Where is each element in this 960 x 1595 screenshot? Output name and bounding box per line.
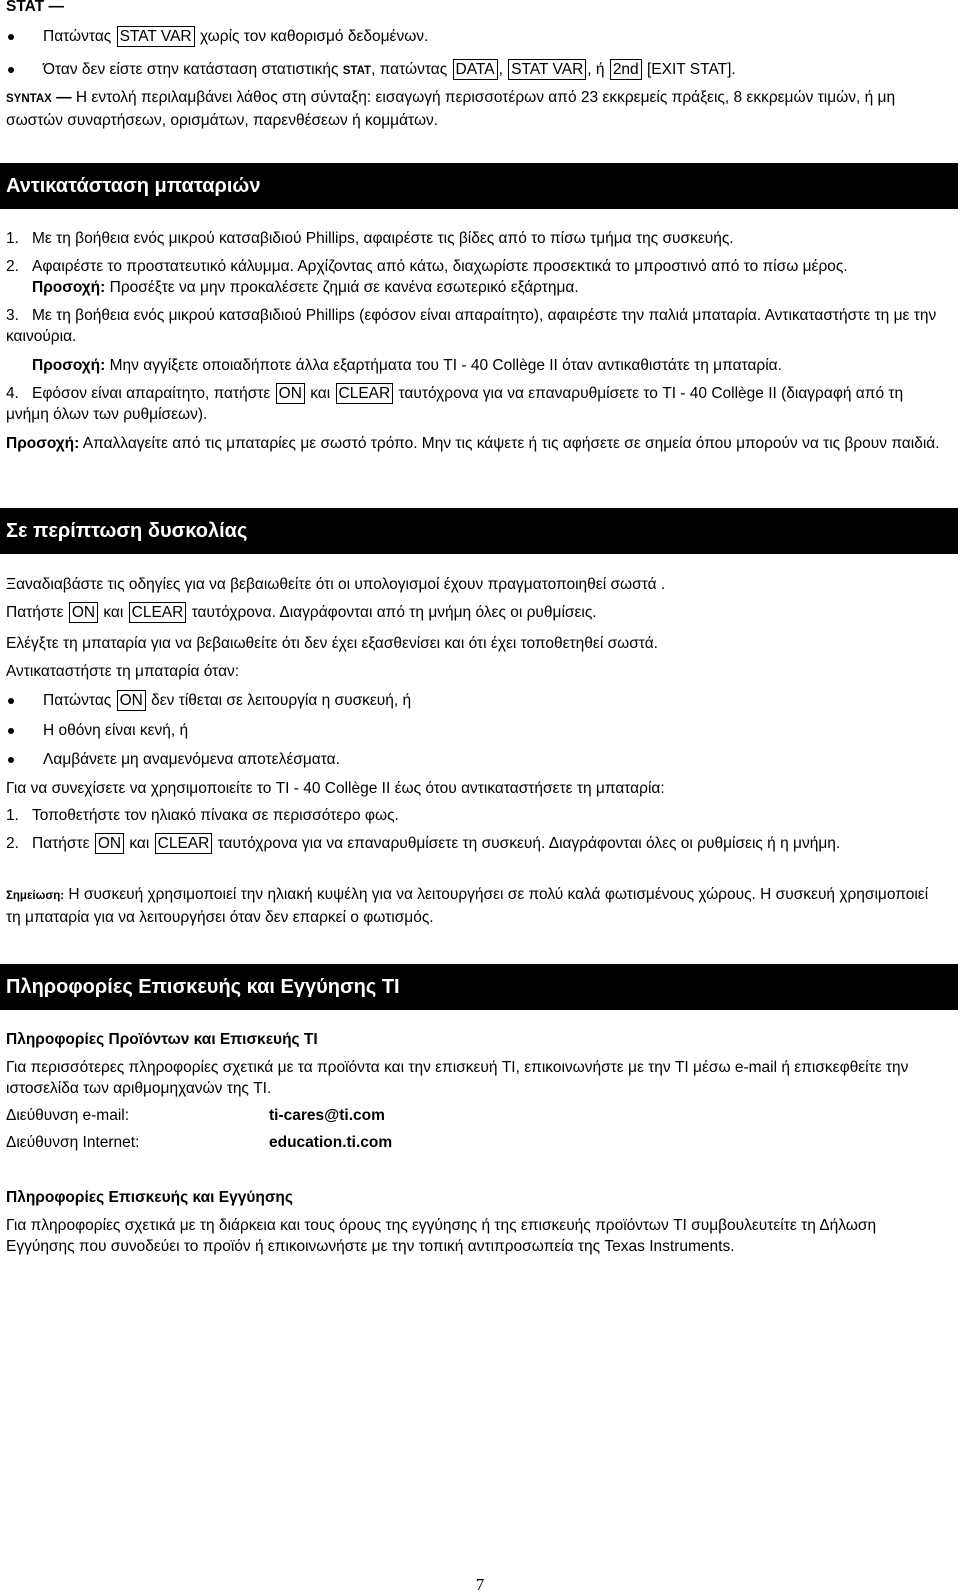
battery-step-4: 4. Εφόσον είναι απαραίτητο, πατήστε ON και CLEAR ταυτόχρονα για να επαναρυθμίσετε το TI - 40 Collège II (διαγραφή από τη μνήμη όλων των ρυθμίσεων). — [6, 385, 904, 423]
trouble-step-2: 2. Πατήστε ON και CLEAR ταυτόχρονα για να επαναρυθμίσετε τη συσκευή. Διαγράφονται όλες οι ρυθμίσεις ή η μνήμη. — [6, 835, 841, 852]
bullet-icon — [8, 757, 14, 763]
stat-mode-label: STAT — [342, 65, 372, 77]
key-on: ON — [69, 602, 98, 623]
key-2nd: 2nd — [610, 59, 642, 80]
trouble-paragraph-1: Ξαναδιαβάστε τις οδηγίες για να βεβαιωθείτε ότι οι υπολογισμοί έχουν πραγματοποιηθεί σωστά . — [6, 576, 666, 593]
key-clear: CLEAR — [129, 602, 187, 623]
contact-web-row — [6, 1132, 946, 1153]
trouble-paragraph-3: Ελέγξτε τη μπαταρία για να βεβαιωθείτε ότι δεν έχει εξασθενίσει και ότι έχει τοποθετηθεί σωστά. — [6, 635, 658, 652]
key-clear: CLEAR — [155, 833, 213, 854]
trouble-note: Σημείωση: Η συσκευή χρησιμοποιεί την ηλιακή κυψέλη για να λειτουργήσει σε πολύ καλά φωτισμένους χώρους. Η συσκευή χρησιμοποιεί τη μπαταρία για να λειτουργήσει όταν δεν επαρκεί ο φωτισμός. — [6, 886, 929, 926]
section-header-service: Πληροφορίες Επισκευής και Εγγύησης TI — [0, 964, 958, 1010]
battery-step-2: 2. Αφαιρέστε το προστατευτικό κάλυμμα. Αρχίζοντας από κάτω, διαχωρίστε προσεκτικά το μπροστινό από το πίσω μέρος. — [6, 258, 848, 275]
bullet-icon — [8, 728, 14, 734]
syntax-label: SYNTAX — [6, 93, 52, 105]
key-clear: CLEAR — [336, 383, 394, 404]
email-label: Διεύθυνση e-mail: — [6, 1107, 130, 1124]
stat-heading: STAT — — [6, 0, 64, 15]
document-page: STAT — Πατώντας STAT VAR χωρίς τον καθορισμό δεδομένων. Όταν δεν είστε στην κατάσταση στατιστικής STAT, πατώντας DATA , STAT VAR , ή 2nd [EXIT STAT]. SYNTAX — Η εντολή περιλαμβάνει λάθος στη σύνταξη: εισαγωγή περισσοτέρων από 23 εκκρεμείς πράξεις, 8 εκκρεμών τιμών, ή μη σωστών συναρτήσεων, ορισμάτων, παρενθέσεων ή κομμάτων. Αντικατάσταση μπαταριών 1. Με τη βοήθεια ενός μικρού κατσαβιδιού Phillips, αφαιρέστε τις βίδες από το πίσω τμήμα της συσκευής. 2. Αφαιρέστε το προστατευτικό κάλυμμα. Αρχίζοντας από κάτω, διαχωρίστε προσεκτικά το μπροστινό από το πίσω μέρος. Προσοχή: Προσέξτε να μην προκαλέσετε ζημιά σε κανένα εσωτερικό εξάρτημα. 3. Με τη βοήθεια ενός μικρού κατσαβιδιού Phillips (εφόσον είναι απαραίτητο), αφαιρέστε την παλιά μπαταρία. Αντικαταστήστε τη με την καινούρια. Προσοχή: Μην αγγίξετε οποιαδήποτε άλλα εξαρτήματα του TI - 40 Collège II όταν αντικαθιστάτε τη μπαταρία. 4. Εφόσον είναι απαραίτητο, πατήστε ON και CLEAR ταυτόχρονα για να επαναρυθμίσετε το TI - 40 Collège II (διαγραφή από τη μνήμη όλων των ρυθμίσεων). Προσοχή: Απαλλαγείτε από τις μπαταρίες με σωστό τρόπο. Μην τις κάψετε ή τις αφήσετε σε σημεία όπου μπορούν να τις βρουν παιδιά. Σε περίπτωση δυσκολίας Ξαναδιαβάστε τις οδηγίες για να βεβαιωθείτε ότι οι υπολογισμοί έχουν πραγματοποιηθεί σωστά . Πατήστε ON και CLEAR ταυτόχρονα. Διαγράφονται από τη μνήμη όλες οι ρυθμίσεις. Ελέγξτε τη μπαταρία για να βεβαιωθείτε ότι δεν έχει εξασθενίσει και ότι έχει τοποθετηθεί σωστά. Αντικαταστήστε τη μπαταρία όταν: Πατώντας ON δεν τίθεται σε λειτουργία η συσκευή, ή Η οθόνη είναι κενή, ή Λαμβάνετε μη αναμενόμενα αποτελέσματα. Για να συνεχίσετε να χρησιμοποιείτε το TI - 40 Collège II έως ότου αντικαταστήσετε τη μπαταρία: 1. Τοποθετήστε τον ηλιακό πίνακα σε περισσότερο φως. 2. Πατήστε ON και CLEAR ταυτόχρονα για να επαναρυθμίσετε τη συσκευή. Διαγράφονται όλες οι ρυθμίσεις ή η μνήμη. Σημείωση: Η συσκευή χρησιμοποιεί την ηλιακή κυψέλη για να λειτουργήσει σε πολύ καλά φωτισμένους χώρους. Η συσκευή χρησιμοποιεί τη μπαταρία για να λειτουργήσει όταν δεν επαρκεί ο φωτισμός. Πληροφορίες Επισκευής και Εγγύησης TI Πληροφορίες Προϊόντων και Επισκευής TI Για περισσότερες πληροφορίες σχετικά με τα προϊόντα και την επισκευή TI, επικοινωνήστε με την TI μέσω e-mail ή επισκεφθείτε την ιστοσελίδα των αριθμομηχανών της TI. Διεύθυνση e-mail: ti-cares@ti.com Διεύθυνση Internet: education.ti.com Πληροφορίες Επισκευής και Εγγύησης Για πληροφορίες σχετικά με τη διάρκεια και τους όρους της εγγύησης ή της επισκευής προϊόντων TI συμβουλευτείτε τη Δήλωση Εγγύησης που συνοδεύει το προϊόν ή επικοινωνήστε με την τοπική αντιπροσωπεία της Texas Instruments. 7 — [0, 0, 960, 1595]
battery-caution-parts: Προσοχή: Μην αγγίξετε οποιαδήποτε άλλα εξαρτήματα του TI - 40 Collège II όταν αντικαθιστάτε τη μπαταρία. — [32, 357, 782, 374]
key-on: ON — [276, 383, 305, 404]
trouble-step-1: 1. Τοποθετήστε τον ηλιακό πίνακα σε περισσότερο φως. — [6, 807, 399, 824]
service-paragraph-2: Για πληροφορίες σχετικά με τη διάρκεια και τους όρους της εγγύησης ή της επισκευής προϊόντων TI συμβουλευτείτε τη Δήλωση Εγγύησης που συνοδεύει το προϊόν ή επικοινωνήστε με την τοπική αντιπροσωπεία της Texas Instruments. — [6, 1217, 877, 1255]
page-number: 7 — [475, 1575, 485, 1594]
section-header-battery: Αντικατάσταση μπαταριών — [0, 163, 958, 209]
trouble-paragraph-5: Για να συνεχίσετε να χρησιμοποιείτε το TI - 40 Collège II έως ότου αντικαταστήσετε τη μπαταρία: — [6, 780, 665, 797]
trouble-paragraph-4: Αντικαταστήστε τη μπαταρία όταν: — [6, 663, 240, 680]
key-stat-var: STAT VAR — [117, 26, 195, 47]
web-value: education.ti.com — [269, 1134, 393, 1151]
bullet-icon — [8, 34, 14, 40]
key-on: ON — [117, 690, 146, 711]
note-label: Σημείωση: — [6, 890, 65, 902]
key-on: ON — [95, 833, 124, 854]
key-data: DATA — [453, 59, 498, 80]
key-stat-var: STAT VAR — [508, 59, 586, 80]
service-subheading-2: Πληροφορίες Επισκευής και Εγγύησης — [6, 1189, 293, 1206]
bullet-icon — [8, 67, 14, 73]
bullet-icon — [8, 698, 14, 704]
trouble-paragraph-2: Πατήστε ON και CLEAR ταυτόχρονα. Διαγράφονται από τη μνήμη όλες οι ρυθμίσεις. — [6, 604, 597, 621]
service-subheading-1: Πληροφορίες Προϊόντων και Επισκευής TI — [6, 1031, 318, 1048]
battery-caution-disposal: Προσοχή: Απαλλαγείτε από τις μπαταρίες με σωστό τρόπο. Μην τις κάψετε ή τις αφήσετε σε σημεία όπου μπορούν να τις βρουν παιδιά. — [6, 435, 940, 452]
section-header-troubleshooting: Σε περίπτωση δυσκολίας — [0, 508, 958, 554]
battery-step-3: 3. Με τη βοήθεια ενός μικρού κατσαβιδιού Phillips (εφόσον είναι απαραίτητο), αφαιρέστε την παλιά μπαταρία. Αντικαταστήστε τη με την καινούρια. — [6, 307, 937, 345]
battery-step-2-caution: Προσοχή: Προσέξτε να μην προκαλέσετε ζημιά σε κανένα εσωτερικό εξάρτημα. — [32, 279, 579, 296]
email-value: ti-cares@ti.com — [269, 1107, 385, 1124]
service-paragraph-1: Για περισσότερες πληροφορίες σχετικά με τα προϊόντα και την επισκευή TI, επικοινωνήστε με την TI μέσω e-mail ή επισκεφθείτε την ιστοσελίδα των αριθμομηχανών της TI. — [6, 1059, 909, 1097]
web-label: Διεύθυνση Internet: — [6, 1134, 140, 1151]
battery-step-1: 1. Με τη βοήθεια ενός μικρού κατσαβιδιού Phillips, αφαιρέστε τις βίδες από το πίσω τμήμα της συσκευής. — [6, 230, 734, 247]
syntax-error-description: SYNTAX — Η εντολή περιλαμβάνει λάθος στη σύνταξη: εισαγωγή περισσοτέρων από 23 εκκρεμείς πράξεις, 8 εκκρεμών τιμών, ή μη σωστών συναρτήσεων, ορισμάτων, παρενθέσεων ή κομμάτων. — [6, 89, 896, 129]
contact-email-row — [6, 1105, 946, 1126]
